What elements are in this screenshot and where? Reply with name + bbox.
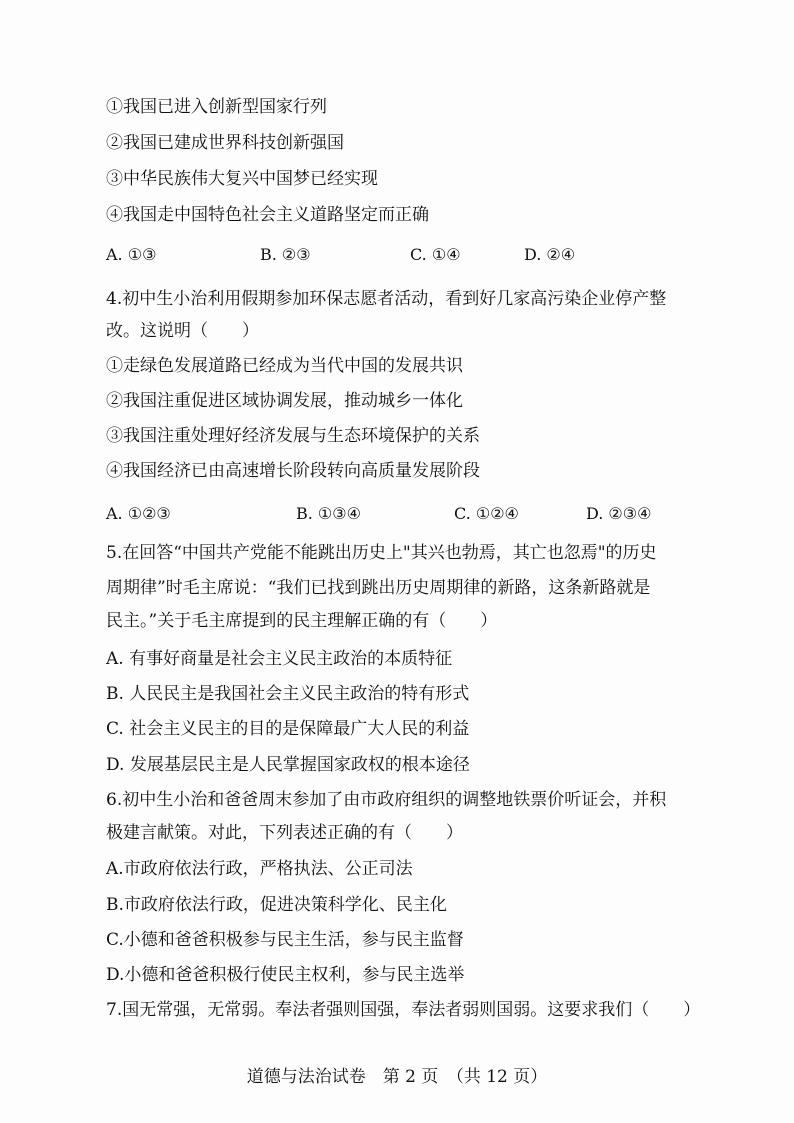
q4-item-3: ③我国注重处理好经济发展与生态环境保护的关系 — [106, 426, 480, 446]
q6-option-b: B.市政府依法行政，促进决策科学化、民主化 — [106, 895, 447, 915]
q5-stem-line-1: 5.在回答“中国共产党能不能跳出历史上"其兴也勃焉，其亡也忽焉"的历史 — [106, 543, 657, 563]
q4-option-b: B. ①③④ — [296, 504, 361, 523]
q6-stem-line-1: 6.初中生小治和爸爸周末参加了由市政府组织的调整地铁票价听证会，并积 — [106, 790, 667, 810]
q6-option-c: C.小德和爸爸积极参与民主生活，参与民主监督 — [106, 930, 464, 950]
q3-option-c: C. ①④ — [410, 245, 461, 264]
q3-option-d: D. ②④ — [524, 245, 576, 264]
q4-option-a: A. ①②③ — [106, 504, 171, 523]
q6-stem-line-2: 极建言献策。对此，下列表述正确的有（ ） — [106, 823, 463, 843]
q5-option-b: B. 人民民主是我国社会主义民主政治的特有形式 — [106, 684, 470, 704]
q5-option-a: A. 有事好商量是社会主义民主政治的本质特征 — [106, 649, 453, 669]
q5-stem-line-2: 周期律”时毛主席说：“我们已找到跳出历史周期律的新路，这条新路就是 — [106, 578, 651, 598]
q4-option-c: C. ①②④ — [454, 504, 519, 523]
q6-option-d: D.小德和爸爸积极行使民主权利，参与民主选举 — [106, 965, 465, 985]
q5-stem-line-3: 民主。”关于毛主席提到的民主理解正确的有（ ） — [106, 611, 498, 631]
q4-item-2: ②我国注重促进区域协调发展，推动城乡一体化 — [106, 391, 463, 411]
page-footer: 道德与法治试卷 第 2 页 （共 12 页） — [246, 1067, 548, 1087]
q3-item-3: ③中华民族伟大复兴中国梦已经实现 — [106, 169, 378, 189]
q4-stem-line-2: 改。这说明（ ） — [106, 321, 259, 341]
q3-option-b: B. ②③ — [260, 245, 311, 264]
q4-item-4: ④我国经济已由高速增长阶段转向高质量发展阶段 — [106, 461, 480, 481]
q5-option-d: D. 发展基层民主是人民掌握国家政权的根本途径 — [106, 755, 470, 775]
q4-item-1: ①走绿色发展道路已经成为当代中国的发展共识 — [106, 356, 463, 376]
q4-stem-line-1: 4.初中生小治利用假期参加环保志愿者活动，看到好几家高污染企业停产整 — [106, 289, 667, 309]
q3-item-4: ④我国走中国特色社会主义道路坚定而正确 — [106, 205, 429, 225]
q7-stem: 7.国无常强，无常弱。奉法者强则国强，奉法者弱则国弱。这要求我们（ ） — [106, 1000, 701, 1020]
q4-options — [106, 504, 706, 526]
q6-option-a: A.市政府依法行政，严格执法、公正司法 — [106, 859, 413, 879]
q3-item-2: ②我国已建成世界科技创新强国 — [106, 133, 344, 153]
q5-option-c: C. 社会主义民主的目的是保障最广大人民的利益 — [106, 719, 470, 739]
q4-option-d: D. ②③④ — [586, 504, 652, 523]
q3-option-a: A. ①③ — [106, 245, 157, 264]
q3-item-1: ①我国已进入创新型国家行列 — [106, 97, 327, 117]
q3-options — [106, 245, 706, 267]
